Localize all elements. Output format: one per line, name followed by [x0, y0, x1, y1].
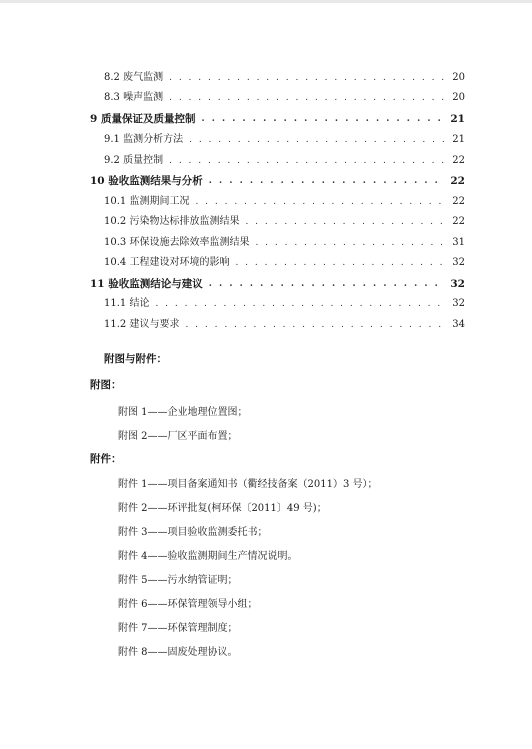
- figures-heading: 附图：: [90, 379, 122, 391]
- toc-entry[interactable]: [104, 190, 465, 208]
- toc-entry-label: 11.2 建议与要求: [104, 319, 180, 330]
- toc-entry-label: 11 验收监测结论与建议: [90, 278, 203, 290]
- toc-entry-page: 22: [450, 175, 465, 187]
- toc-chapter-entry[interactable]: [90, 272, 465, 290]
- toc-chapter-entry[interactable]: [90, 169, 465, 187]
- toc-entry[interactable]: [104, 66, 465, 84]
- attachments-heading: 附件：: [90, 453, 122, 465]
- toc-entry-page: 32: [452, 257, 465, 268]
- toc-leader-dots: [201, 113, 444, 125]
- toc-leader-dots: [169, 155, 445, 167]
- attachment-list-item: 附件 4——验收监测期间生产情况说明。: [118, 551, 298, 562]
- toc-leader-dots: [169, 72, 445, 84]
- toc-entry-page: 21: [450, 113, 465, 125]
- figure-list-item: 附图 1——企业地理位置图；: [118, 407, 248, 418]
- toc-leader-dots: [155, 298, 445, 310]
- toc-entry-page: 31: [452, 237, 465, 248]
- toc-leader-dots: [169, 92, 445, 104]
- toc-entry[interactable]: [104, 313, 465, 331]
- toc-entry-page: 32: [452, 298, 465, 309]
- toc-entry-page: 20: [452, 92, 465, 103]
- toc-entry-label: 11.1 结论: [104, 298, 150, 309]
- attachment-list-item: 附件 3——项目验收监测委托书；: [118, 527, 268, 538]
- appendix-title: 附图与附件：: [104, 353, 167, 365]
- toc-entry-page: 20: [452, 72, 465, 83]
- attachment-list-item: 附件 5——污水纳管证明；: [118, 575, 238, 586]
- toc-entry[interactable]: [104, 86, 465, 104]
- toc-entry[interactable]: [104, 210, 465, 228]
- toc-entry-label: 10.4 工程建设对环境的影响: [104, 257, 230, 268]
- toc-entry-label: 10.2 污染物达标排放监测结果: [104, 216, 240, 227]
- toc-entry-page: 22: [452, 196, 465, 207]
- toc-entry[interactable]: [104, 292, 465, 310]
- toc-entry-page: 22: [452, 216, 465, 227]
- toc-leader-dots: [235, 257, 445, 269]
- figure-list-item: 附图 2——厂区平面布置；: [118, 431, 238, 442]
- toc-entry[interactable]: [104, 128, 465, 146]
- toc-entry-label: 10 验收监测结果与分析: [90, 175, 203, 187]
- toc-entry-page: 21: [452, 134, 465, 145]
- toc-chapter-entry[interactable]: [90, 107, 465, 125]
- page-top-edge: [0, 0, 532, 3]
- toc-leader-dots: [195, 196, 445, 208]
- toc-leader-dots: [245, 216, 445, 228]
- toc-leader-dots: [255, 237, 445, 249]
- toc-entry-label: 10.1 监测期间工况: [104, 196, 190, 207]
- attachment-list-item: 附件 8——固废处理协议。: [118, 647, 238, 658]
- toc-entry-label: 9.2 质量控制: [104, 155, 164, 166]
- toc-entry-label: 8.3 噪声监测: [104, 92, 164, 103]
- toc-leader-dots: [185, 319, 445, 331]
- toc-entry[interactable]: [104, 149, 465, 167]
- attachment-list-item: 附件 1——项目备案通知书（衢经技备案（2011）3 号）；: [118, 479, 378, 490]
- toc-entry-label: 8.2 废气监测: [104, 72, 164, 83]
- attachment-list-item: 附件 6——环保管理领导小组；: [118, 599, 258, 610]
- attachment-list-item: 附件 2——环评批复(柯环保〔2011〕49 号)；: [118, 503, 327, 514]
- toc-entry-label: 9 质量保证及质量控制: [90, 113, 196, 125]
- toc-entry-label: 9.1 监测分析方法: [104, 134, 184, 145]
- toc-entry-page: 32: [450, 278, 465, 290]
- toc-leader-dots: [209, 175, 445, 187]
- toc-entry[interactable]: [104, 251, 465, 269]
- toc-entry-page: 34: [452, 319, 465, 330]
- toc-entry-page: 22: [452, 155, 465, 166]
- toc-entry-label: 10.3 环保设施去除效率监测结果: [104, 237, 250, 248]
- attachment-list-item: 附件 7——环保管理制度；: [118, 623, 238, 634]
- toc-entry[interactable]: [104, 231, 465, 249]
- toc-leader-dots: [209, 278, 445, 290]
- toc-leader-dots: [189, 134, 445, 146]
